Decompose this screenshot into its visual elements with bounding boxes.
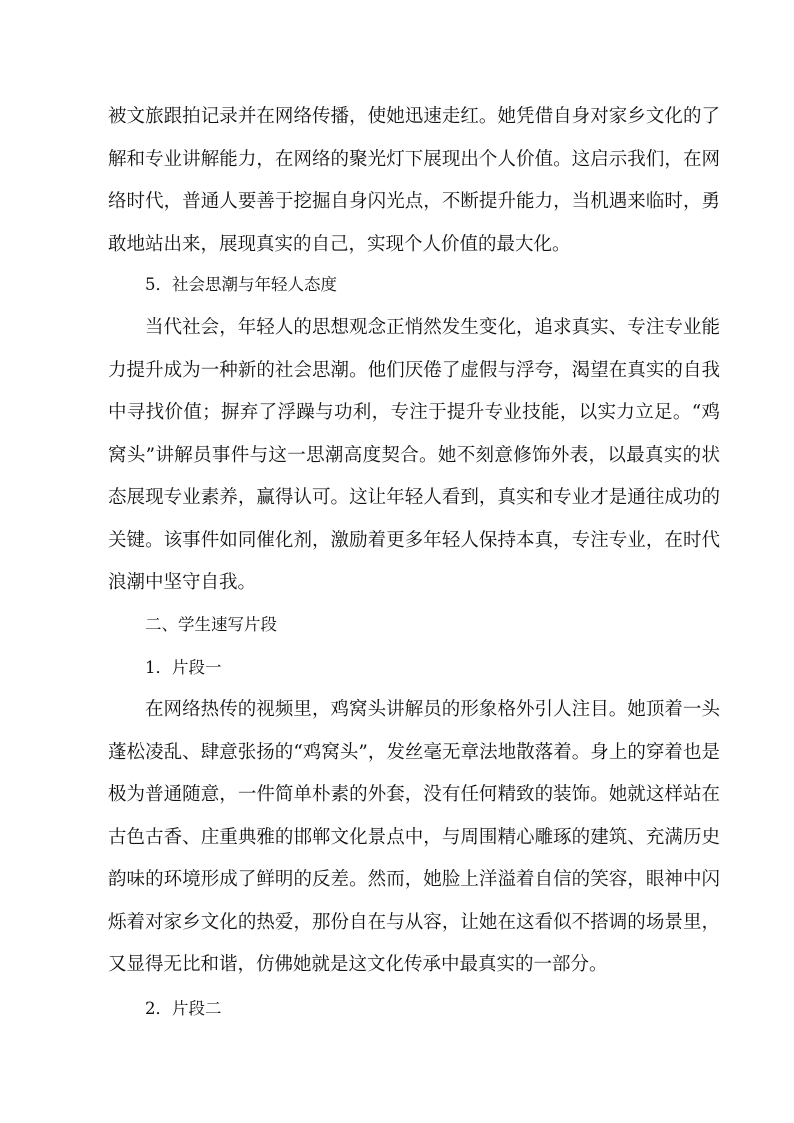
fragment-heading-1: 1．片段一 [145, 658, 222, 677]
paragraph-3: 在网络热传的视频里，鸡窝头讲解员的形象格外引人注目。她顶着一头蓬松凌乱、肆意张扬的“鸡窝头”，发丝毫无章法地散落着。身上的穿着也是极为普通随意，一件简单朴素的外套，没有任何精致的装饰。她就这样站在古色古香、庄重典雅的邯郸文化景点中，与周围精心雕琢的建筑、充满历史韵味的环境形成了鲜明的反差。然而，她脸上洋溢着自信的笑容，眼神中闪烁着对家乡文化的热爱，那份自在与从容，让她在这看似不搭调的场景里，又显得无比和谐，仿佛她就是这文化传承中最真实的一部分。 [108, 699, 720, 975]
paragraph-2: 当代社会，年轻人的思想观念正悄然发生变化，追求真实、专注专业能力提升成为一种新的社会思潮。他们厌倦了虚假与浮夸，渴望在真实的自我中寻找价值；摒弃了浮躁与功利，专注于提升专业技能，以实力立足。“鸡窝头”讲解员事件与这一思潮高度契合。她不刻意修饰外表，以最真实的状态展现专业素养，赢得认可。这让年轻人看到，真实和专业才是通往成功的关键。该事件如同催化剂，激励着更多年轻人保持本真，专注专业，在时代浪潮中坚守自我。 [108, 317, 720, 593]
section-heading-5: 5．社会思潮与年轻人态度 [145, 275, 337, 294]
fragment-heading-2: 2．片段二 [145, 999, 222, 1018]
paragraph-1: 被文旅跟拍记录并在网络传播，使她迅速走红。她凭借自身对家乡文化的了解和专业讲解能力，在网络的聚光灯下展现出个人价值。这启示我们，在网络时代，普通人要善于挖掘自身闪光点，不断提升能力，当机遇来临时，勇敢地站出来，展现真实的自己，实现个人价值的最大化。 [108, 106, 720, 255]
part-heading-2: 二、学生速写片段 [145, 615, 277, 634]
